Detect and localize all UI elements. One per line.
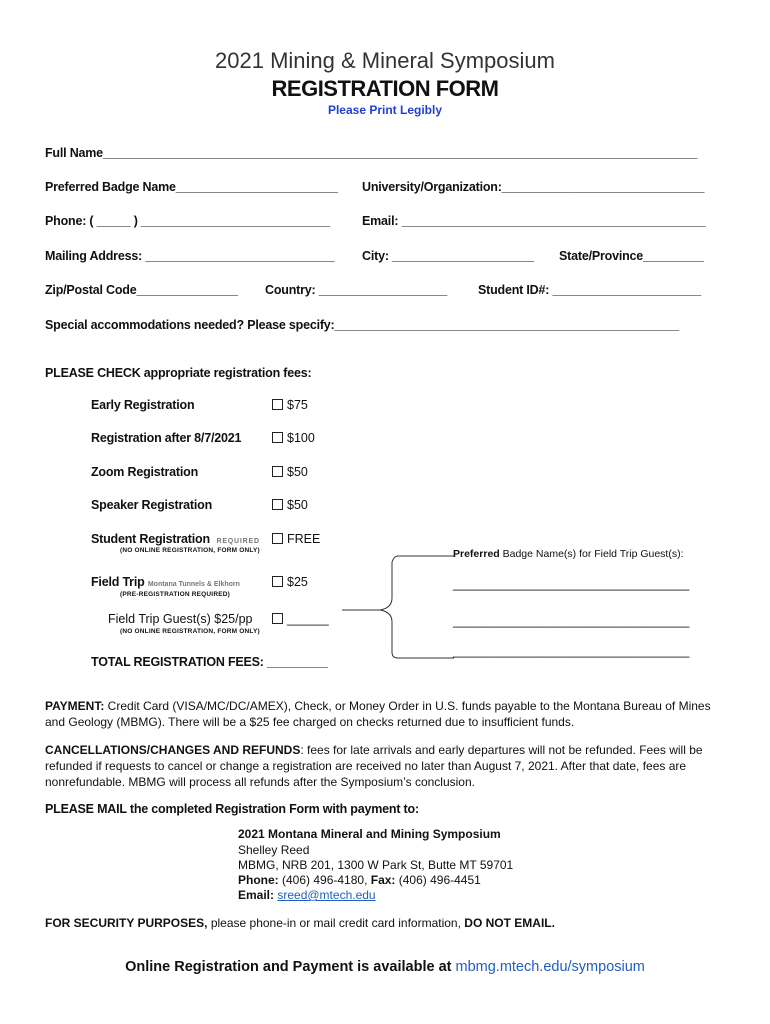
checkbox-icon[interactable] [272, 499, 283, 510]
checkbox-icon[interactable] [272, 399, 283, 410]
brace-icon [336, 548, 456, 663]
student-id-field[interactable]: Student ID#: ______________________ [478, 283, 702, 297]
field-trip-location: Montana Tunnels & Elkhorn [147, 581, 240, 588]
mail-org: 2021 Montana Mineral and Mining Symposium [238, 827, 501, 841]
fee-label-guest: Field Trip Guest(s) $25/pp [108, 612, 253, 626]
student-note: (NO ONLINE REGISTRATION, FORM ONLY) [120, 547, 260, 554]
guest-note: (NO ONLINE REGISTRATION, FORM ONLY) [120, 628, 260, 635]
zip-field[interactable]: Zip/Postal Code_______________ [45, 283, 238, 297]
payment-paragraph: PAYMENT: Credit Card (VISA/MC/DC/AMEX), Check, or Money Order in U.S. funds payable to the Montana Bureau of Mines and Geology (MBMG). There will be a $25 fee charged on checks returned due to insufficient funds. [45, 699, 711, 729]
checkbox-icon[interactable] [272, 432, 283, 443]
fee-label-zoom: Zoom Registration [91, 465, 199, 479]
mail-phone-fax: Phone: (406) 496-4180, Fax: (406) 496-4451 [238, 873, 481, 887]
fee-label-early: Early Registration [91, 398, 195, 412]
total-fees-field[interactable]: TOTAL REGISTRATION FEES: _________ [91, 655, 328, 669]
email-field[interactable]: Email: _____________________________________________ [362, 214, 706, 228]
fee-option-speaker[interactable]: $50 [272, 498, 308, 512]
university-field[interactable]: University/Organization:______________________________ [362, 180, 705, 194]
security-note: FOR SECURITY PURPOSES, please phone-in or mail credit card information, DO NOT EMAIL. [45, 916, 555, 930]
checkbox-icon[interactable] [272, 533, 283, 544]
online-registration-note: Online Registration and Payment is available at mbmg.mtech.edu/symposium [125, 959, 645, 975]
form-title: 2021 Mining & Mineral Symposium [215, 48, 555, 73]
country-field[interactable]: Country: ___________________ [265, 283, 448, 297]
checkbox-icon[interactable] [272, 466, 283, 477]
badge-name-field[interactable]: Preferred Badge Name________________________ [45, 180, 338, 194]
symposium-link[interactable]: mbmg.mtech.edu/symposium [455, 959, 645, 975]
checkbox-icon[interactable] [272, 576, 283, 587]
email-link[interactable]: sreed@mtech.edu [277, 888, 376, 902]
fee-label-student: Student Registration REQUIRED [91, 532, 260, 546]
fee-option-guest[interactable]: ______ [272, 612, 329, 626]
state-field[interactable]: State/Province_________ [559, 249, 704, 263]
full-name-field[interactable]: Full Name________________________________________________________________________________________ [45, 146, 698, 160]
mail-contact: Shelley Reed [238, 843, 310, 857]
phone-field[interactable]: Phone: ( _____ ) ____________________________ [45, 214, 330, 228]
fee-option-early[interactable]: $75 [272, 398, 308, 412]
guest-badge-heading: Preferred Badge Name(s) for Field Trip Guest(s): [453, 548, 684, 560]
fee-option-student[interactable]: FREE [272, 532, 320, 546]
fee-label-speaker: Speaker Registration [91, 498, 213, 512]
special-accommodations-field[interactable]: Special accommodations needed? Please specify:___________________________________________________ [45, 318, 679, 332]
guest-badge-line[interactable]: __________________________________ [453, 644, 690, 658]
guest-badge-line[interactable]: __________________________________ [453, 577, 690, 591]
form-subtitle: REGISTRATION FORM [271, 76, 499, 101]
fee-option-field-trip[interactable]: $25 [272, 575, 308, 589]
city-field[interactable]: City: _____________________ [362, 249, 534, 263]
mail-address: MBMG, NRB 201, 1300 W Park St, Butte MT 59701 [238, 858, 514, 872]
guest-badge-line[interactable]: __________________________________ [453, 614, 690, 628]
cancellation-paragraph: CANCELLATIONS/CHANGES AND REFUNDS: fees for late arrivals and early departures will not be refunded. Fees will be refunded if requests to cancel or change a registration are received no later than August 7, 2021. After that date, fees are nonrefundable. MBMG will process all refunds after the Symposium’s conclusion. [45, 743, 703, 789]
required-tag: REQUIRED [216, 538, 260, 545]
mail-heading: PLEASE MAIL the completed Registration Form with payment to: [45, 802, 419, 816]
fee-label-late: Registration after 8/7/2021 [91, 431, 242, 445]
fee-label-field-trip: Field Trip Montana Tunnels & Elkhorn [91, 575, 240, 589]
mailing-address-field[interactable]: Mailing Address: ____________________________ [45, 249, 335, 263]
field-trip-note: (PRE-REGISTRATION REQUIRED) [120, 591, 231, 598]
print-note: Please Print Legibly [327, 103, 443, 117]
fees-heading: PLEASE CHECK appropriate registration fees: [45, 366, 312, 380]
fee-option-zoom[interactable]: $50 [272, 465, 308, 479]
checkbox-icon[interactable] [272, 613, 283, 624]
mail-email: Email: sreed@mtech.edu [238, 888, 376, 902]
fee-option-late[interactable]: $100 [272, 431, 315, 445]
